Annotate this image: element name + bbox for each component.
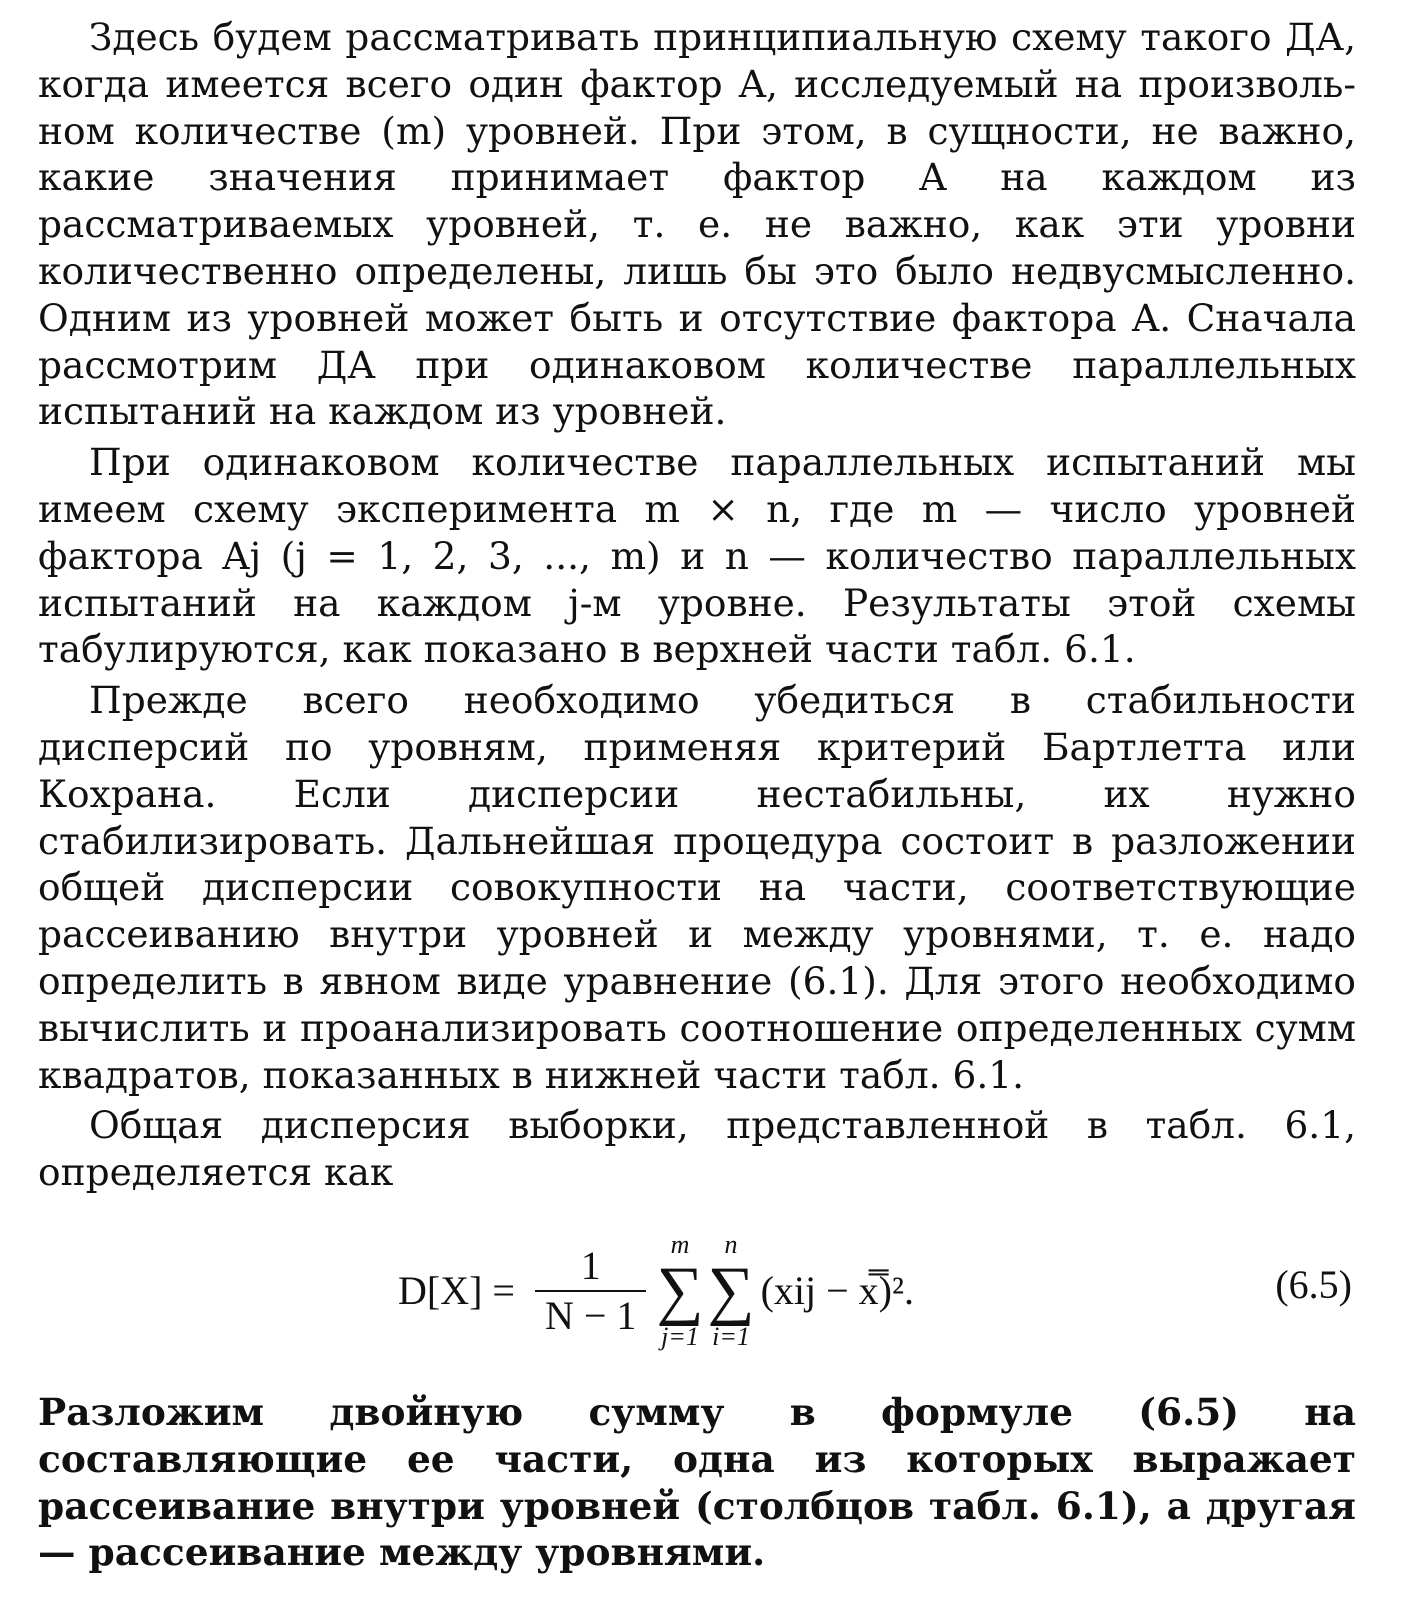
sum-over-i bbox=[708, 1231, 755, 1351]
closing-paragraph: Разложим двойную сумму в формуле (6.5) на составляющие ее части, одна из которых выражает рассеивание внутри уровней (столбцов табл. 6.1), а другая — рассеивание между уровнями. bbox=[38, 1389, 1356, 1575]
paragraph-4: Общая дисперсия выборки, представленной в табл. 6.1, определяется как bbox=[38, 1103, 1356, 1195]
paragraph-3: Прежде всего необходимо убедиться в стабильности дисперсий по уровням, применяя критерий Бартлетта или Кохрана. Если дисперсии нестабильны, их нужно стабилизировать. Дальнейшая процедура состоит в разложении общей дисперсии совокупности на части, соответствующие рассеиванию внутри уровней и между уровнями, т. е. надо определить в явном виде уравнение (6.1). Для этого необходимо вычислить и проанализировать соотношение определенных сумм квадратов, показанных в нижней части табл. 6.1. bbox=[38, 678, 1356, 1097]
sum-j-upper-limit: m bbox=[670, 1230, 690, 1260]
sum-i-lower-limit: i=1 bbox=[712, 1322, 750, 1352]
sum-over-j bbox=[656, 1231, 703, 1351]
paragraph-1: Здесь будем рассматривать принципиальную схему такого ДА, когда имеется всего один фактор A, исследуемый на произвольном количестве (m) уровней. При этом, в сущности, не важно, какие значения принимает фактор A на каждом из рассматриваемых уровней, т. е. не важно, как эти уровни количественно определены, лишь бы это было недвусмысленно. Одним из уровней может быть и отсутствие фактора A. Сначала рассмотрим ДА при одинаковом количестве параллельных испытаний на каждом из уровней. bbox=[38, 15, 1356, 434]
equation-lhs: D[X] = bbox=[398, 1268, 515, 1314]
sigma-symbol: ∑ bbox=[707, 1254, 755, 1328]
document-page bbox=[38, 14, 1356, 1580]
equation-term: (xij − x̿)². bbox=[760, 1268, 914, 1314]
equation-number: (6.5) bbox=[1275, 1261, 1352, 1307]
sigma-symbol: ∑ bbox=[656, 1254, 704, 1328]
sum-i-upper-limit: n bbox=[724, 1230, 738, 1260]
equation-6-5 bbox=[38, 1204, 1356, 1379]
equation-fraction bbox=[535, 1244, 646, 1338]
fraction-denominator: N − 1 bbox=[535, 1290, 646, 1338]
equation-body bbox=[398, 1204, 914, 1379]
paragraph-2: При одинаковом количестве параллельных испытаний мы имеем схему эксперимента m × n, где m — число уровней фактора Aj (j = 1, 2, 3, ..., m) и n — количество параллельных испытаний на каждом j-м уровне. Результаты этой схемы табулируются, как показано в верхней части табл. 6.1. bbox=[38, 440, 1356, 672]
sum-j-lower-limit: j=1 bbox=[661, 1322, 699, 1352]
fraction-numerator: 1 bbox=[580, 1243, 601, 1289]
